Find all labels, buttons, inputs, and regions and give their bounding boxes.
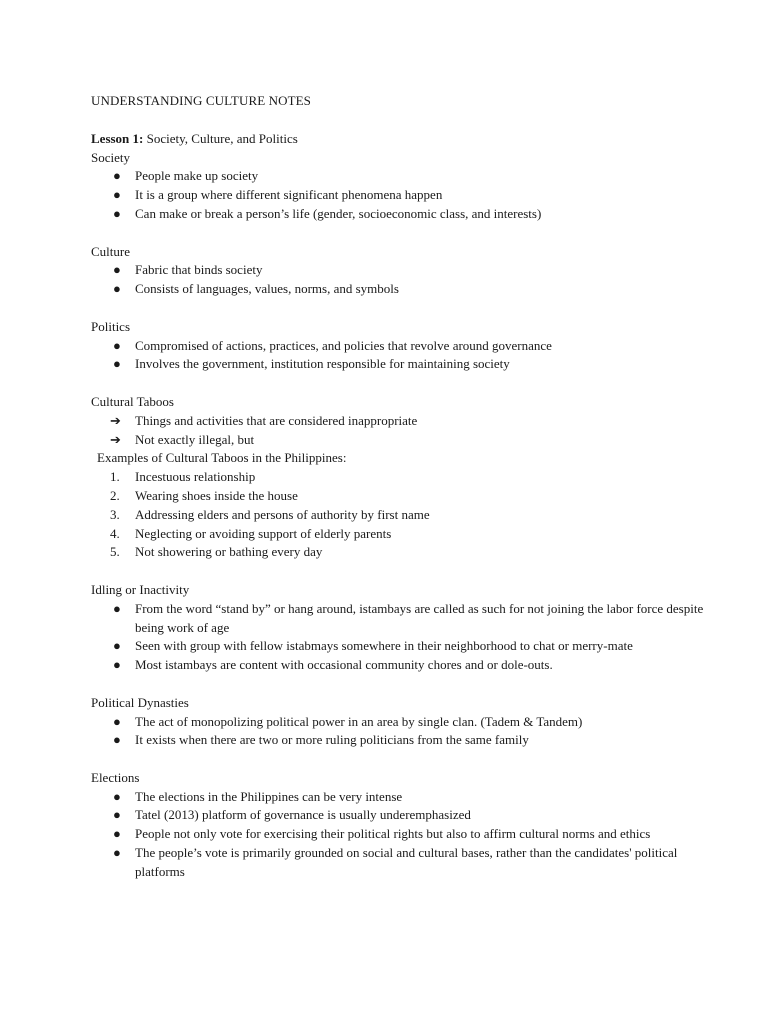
bullet-icon: ● xyxy=(113,187,121,203)
bullet-list-idling xyxy=(91,600,708,675)
spacer xyxy=(91,562,708,581)
arrow-list-taboos xyxy=(91,412,708,450)
bullet-icon: ● xyxy=(113,807,121,823)
list-item: ● Involves the government, institution responsible for maintaining society xyxy=(91,355,708,374)
list-number: 2. xyxy=(110,487,120,503)
list-item: ● The people’s vote is primarily grounded on social and cultural bases, rather than the candidates' political platforms xyxy=(113,845,678,879)
list-item: ● Can make or break a person’s life (gender, socioeconomic class, and interests) xyxy=(91,205,708,224)
numbered-list-examples xyxy=(91,468,708,562)
spacer xyxy=(91,299,708,318)
list-item: ● Consists of languages, values, norms, and symbols xyxy=(91,280,708,299)
arrow-right-icon: ➔ xyxy=(110,412,121,428)
list-number: 4. xyxy=(110,525,120,541)
bullet-list-society xyxy=(91,167,708,223)
list-item: ● From the word “stand by” or hang around, istambays are called as such for not joining the labor force despite being work of age xyxy=(113,600,704,635)
examples-heading: Examples of Cultural Taboos in the Philippines: xyxy=(97,450,347,466)
bullet-icon: ● xyxy=(113,826,121,842)
spacer xyxy=(91,675,708,694)
list-item: ● Tatel (2013) platform of governance is usually underemphasized xyxy=(91,806,708,825)
section-heading-dynasties: Political Dynasties xyxy=(91,694,189,710)
bullet-icon: ● xyxy=(113,713,121,729)
list-item: ● It is a group where different significant phenomena happen xyxy=(91,186,708,205)
list-number: 1. xyxy=(110,469,120,485)
list-item: ● The act of monopolizing political power in an area by single clan. (Tadem & Tandem) xyxy=(91,713,708,732)
spacer xyxy=(91,750,708,769)
list-item: 5. Not showering or bathing every day xyxy=(91,543,708,562)
bullet-list-politics xyxy=(91,337,708,375)
list-item: ● The elections in the Philippines can be very intense xyxy=(91,788,708,807)
bullet-icon: ● xyxy=(113,281,121,297)
section-heading-elections: Elections xyxy=(91,769,140,785)
bullet-icon: ● xyxy=(113,788,121,804)
bullet-icon: ● xyxy=(113,337,121,353)
bullet-list-culture xyxy=(91,261,708,299)
bullet-list-dynasties xyxy=(91,713,708,751)
bullet-icon: ● xyxy=(113,356,121,372)
list-item: ● People make up society xyxy=(91,167,708,186)
list-item: ➔ Things and activities that are considered inappropriate xyxy=(91,412,708,431)
bullet-icon: ● xyxy=(113,657,121,673)
spacer xyxy=(91,224,708,243)
list-item: ● It exists when there are two or more ruling politicians from the same family xyxy=(91,731,708,750)
list-number: 5. xyxy=(110,544,120,560)
bullet-icon: ● xyxy=(113,600,121,616)
section-heading-taboos: Cultural Taboos xyxy=(91,393,174,409)
list-item: 1. Incestuous relationship xyxy=(91,468,708,487)
list-item: ● Fabric that binds society xyxy=(91,261,708,280)
lesson-heading xyxy=(91,130,708,149)
list-item: ● Compromised of actions, practices, and policies that revolve around governance xyxy=(91,337,708,356)
arrow-right-icon: ➔ xyxy=(110,431,121,447)
section-heading-culture: Culture xyxy=(91,243,130,259)
bullet-icon: ● xyxy=(113,732,121,748)
bullet-list-elections xyxy=(91,788,708,882)
list-item: ● Seen with group with fellow istabmays somewhere in their neighborhood to chat or merry-mate xyxy=(91,637,708,656)
bullet-icon: ● xyxy=(113,845,121,861)
section-heading-society: Society xyxy=(91,149,130,165)
list-item: 2. Wearing shoes inside the house xyxy=(91,487,708,506)
list-item: ➔ Not exactly illegal, but xyxy=(91,431,708,450)
lesson-title: Society, Culture, and Politics xyxy=(143,130,298,146)
document-title: UNDERSTANDING CULTURE NOTES xyxy=(91,93,312,108)
section-heading-politics: Politics xyxy=(91,318,131,334)
lesson-label: Lesson 1: xyxy=(91,130,144,146)
bullet-icon: ● xyxy=(113,205,121,221)
bullet-icon: ● xyxy=(113,638,121,654)
list-item: 4. Neglecting or avoiding support of elderly parents xyxy=(91,525,708,544)
spacer xyxy=(91,374,708,393)
list-item: ● Most istambays are content with occasional community chores and or dole-outs. xyxy=(91,656,708,675)
list-number: 3. xyxy=(110,506,120,522)
bullet-icon: ● xyxy=(113,168,121,184)
section-heading-idling: Idling or Inactivity xyxy=(91,581,190,597)
list-item: ● People not only vote for exercising their political rights but also to affirm cultural norms and ethics xyxy=(91,825,708,844)
list-item: 3. Addressing elders and persons of authority by first name xyxy=(91,506,708,525)
bullet-icon: ● xyxy=(113,262,121,278)
